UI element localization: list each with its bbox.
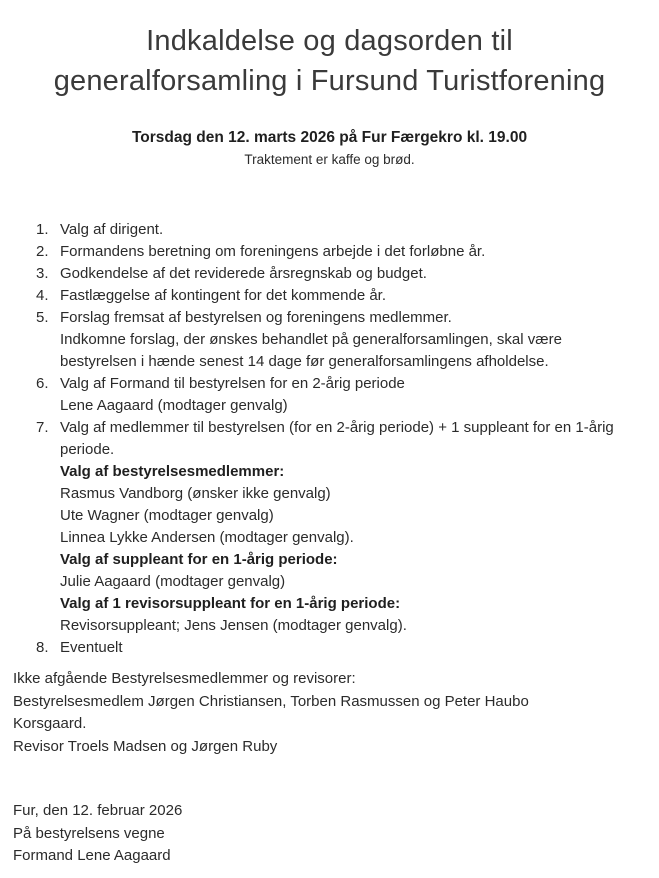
document-title <box>0 21 659 101</box>
agenda-line: Formandens beretning om foreningens arbejde i det forløbne år. <box>60 243 486 260</box>
agenda-subheading: Valg af bestyrelsesmedlemmer: <box>60 463 285 480</box>
agenda-item-content <box>60 263 427 285</box>
agenda-item-number: 5. <box>36 309 49 326</box>
agenda-line: Forslag fremsat af bestyrelsen og foreningens medlemmer. <box>60 309 452 326</box>
agenda-item-7 <box>36 417 659 637</box>
agenda-item-number: 4. <box>36 287 49 304</box>
agenda-item-number: 7. <box>36 419 49 436</box>
agenda-item-content <box>60 637 123 659</box>
closing-line: Bestyrelsesmedlem Jørgen Christiansen, Torben Rasmussen og Peter Haubo Korsgaard. <box>13 692 529 732</box>
agenda-line: Eventuelt <box>60 639 123 656</box>
agenda-line: Valg af dirigent. <box>60 221 164 238</box>
agenda-line: Indkomne forslag, der ønskes behandlet på generalforsamlingen, skal være bestyrelsen i hænde senest 14 dage før generalforsamlingens afholdelse. <box>60 331 562 370</box>
agenda-item-number: 2. <box>36 243 49 260</box>
agenda-item-content <box>60 285 386 307</box>
closing-line: Ikke afgående Bestyrelsesmedlemmer og revisorer: <box>13 670 356 687</box>
title-line-2: generalforsamling i Fursund Turistforening <box>53 65 606 97</box>
signature-block <box>13 800 659 868</box>
agenda-item-number: 1. <box>36 221 49 238</box>
agenda-line: Valg af medlemmer til bestyrelsen (for en 2-årig periode) + 1 suppleant for en 1-årig periode. <box>60 419 614 458</box>
agenda-item-content <box>60 307 626 373</box>
closing-line: Revisor Troels Madsen og Jørgen Ruby <box>13 737 278 755</box>
agenda-line: Fastlæggelse af kontingent for det kommende år. <box>60 287 387 304</box>
agenda-item-content <box>60 373 405 417</box>
agenda-item-content <box>60 219 163 241</box>
agenda-line: Rasmus Vandborg (ønsker ikke genvalg) <box>60 485 331 502</box>
agenda-line: Julie Aagaard (modtager genvalg) <box>60 573 286 590</box>
refreshments-line: Traktement er kaffe og brød. <box>244 152 415 167</box>
non-retiring-paragraph <box>13 668 588 758</box>
agenda-subheading: Valg af suppleant for en 1-årig periode: <box>60 551 338 568</box>
agenda-line: Revisorsuppleant; Jens Jensen (modtager genvalg). <box>60 617 407 634</box>
event-date-line: Torsdag den 12. marts 2026 på Fur Færgekro kl. 19.00 <box>131 129 528 146</box>
signature-line: Fur, den 12. februar 2026 <box>13 802 183 819</box>
agenda-item-1 <box>36 219 659 241</box>
agenda-line: Lene Aagaard (modtager genvalg) <box>60 397 288 414</box>
agenda-subheading: Valg af 1 revisorsuppleant for en 1-årig periode: <box>60 595 401 612</box>
agenda-line: Ute Wagner (modtager genvalg) <box>60 507 274 524</box>
agenda-item-number: 3. <box>36 265 49 282</box>
agenda-item-4 <box>36 285 659 307</box>
signature-line: På bestyrelsens vegne <box>13 824 165 842</box>
agenda-line: Godkendelse af det reviderede årsregnskab og budget. <box>60 265 427 282</box>
agenda-item-content <box>60 241 485 263</box>
agenda-item-8 <box>36 637 659 659</box>
agenda-item-2 <box>36 241 659 263</box>
title-line-1: Indkaldelse og dagsorden til <box>146 25 513 57</box>
agenda-item-6 <box>36 373 659 417</box>
agenda-item-3 <box>36 263 659 285</box>
signature-line: Formand Lene Aagaard <box>13 847 171 864</box>
agenda-item-5 <box>36 307 659 373</box>
agenda-line: Valg af Formand til bestyrelsen for en 2-årig periode <box>60 375 405 392</box>
agenda-item-number: 6. <box>36 375 49 392</box>
agenda-item-content <box>60 417 626 637</box>
agenda-item-number: 8. <box>36 639 49 656</box>
agenda-list <box>36 219 659 659</box>
agenda-line: Linnea Lykke Andersen (modtager genvalg). <box>60 529 354 546</box>
